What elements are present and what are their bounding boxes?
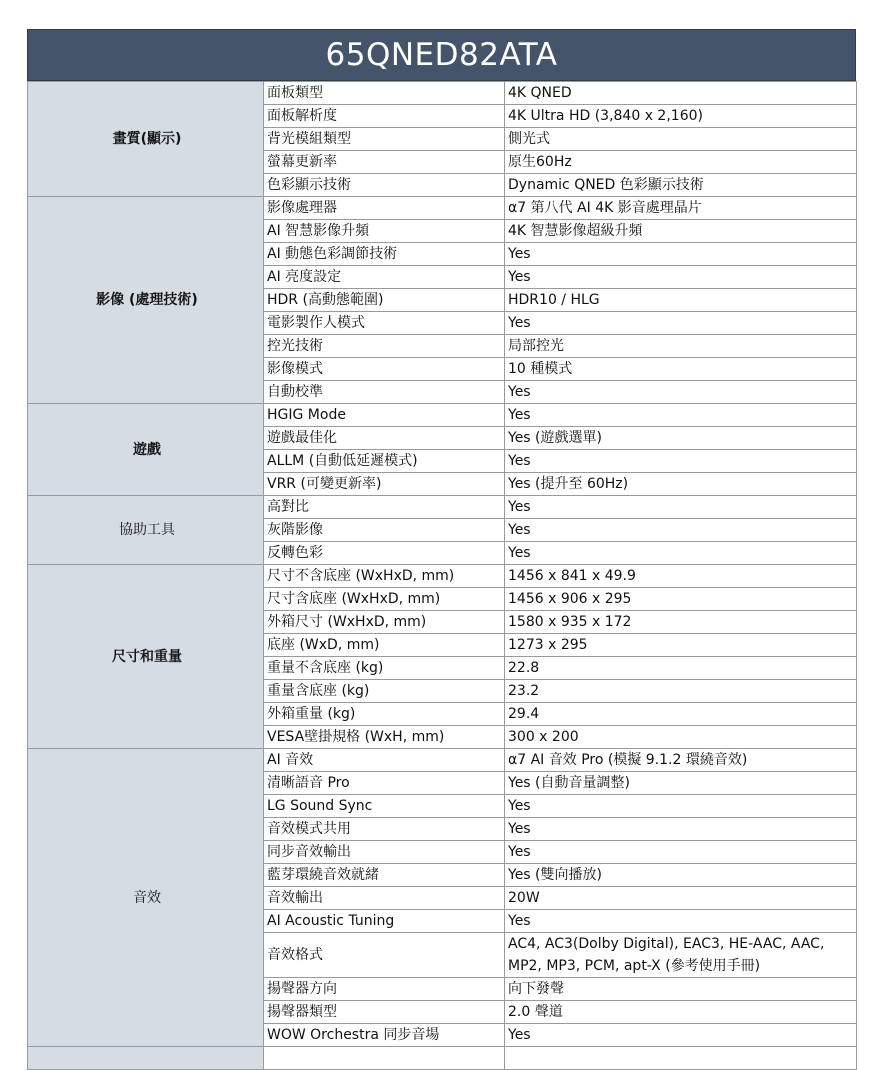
spec-label: 尺寸不含底座 (WxHxD, mm): [264, 565, 505, 588]
spec-value: Yes: [505, 542, 857, 565]
spec-label: ALLM (自動低延遲模式): [264, 450, 505, 473]
spec-row: [28, 404, 857, 427]
spec-value: 4K 智慧影像超級升頻: [505, 220, 857, 243]
category-cell: 畫質(顯示): [28, 82, 264, 197]
spec-value: 23.2: [505, 680, 857, 703]
spec-value: Yes: [505, 519, 857, 542]
spec-label: WOW Orchestra 同步音場: [264, 1024, 505, 1047]
spec-value: 原生60Hz: [505, 151, 857, 174]
spec-label: 音效模式共用: [264, 818, 505, 841]
spec-value: Dynamic QNED 色彩顯示技術: [505, 174, 857, 197]
spec-value: Yes (遊戲選單): [505, 427, 857, 450]
spec-label: 底座 (WxD, mm): [264, 634, 505, 657]
spec-label: 反轉色彩: [264, 542, 505, 565]
spec-value: 側光式: [505, 128, 857, 151]
category-cell: 影像 (處理技術): [28, 197, 264, 404]
spec-label: AI 亮度設定: [264, 266, 505, 289]
spec-label: HGIG Mode: [264, 404, 505, 427]
spec-label: 面板類型: [264, 82, 505, 105]
spec-value: 300 x 200: [505, 726, 857, 749]
spec-label: HDR (高動態範圍): [264, 289, 505, 312]
spec-row: [28, 82, 857, 105]
spec-value: Yes: [505, 404, 857, 427]
spec-label: 外箱尺寸 (WxHxD, mm): [264, 611, 505, 634]
spec-value: Yes: [505, 496, 857, 519]
spec-label: 揚聲器類型: [264, 1001, 505, 1024]
spec-label: AI Acoustic Tuning: [264, 910, 505, 933]
spec-label: 藍芽環繞音效就緒: [264, 864, 505, 887]
spec-label: 重量不含底座 (kg): [264, 657, 505, 680]
spec-row-partial: [28, 1047, 857, 1070]
spec-value: Yes: [505, 381, 857, 404]
spec-value: Yes (雙向播放): [505, 864, 857, 887]
spec-value: HDR10 / HLG: [505, 289, 857, 312]
spec-value: AC4, AC3(Dolby Digital), EAC3, HE-AAC, AAC, MP2, MP3, PCM, apt-X (參考使用手冊): [505, 933, 857, 978]
spec-value: 1456 x 906 x 295: [505, 588, 857, 611]
spec-label: 灰階影像: [264, 519, 505, 542]
spec-sheet: [27, 29, 856, 1070]
spec-value: 4K QNED: [505, 82, 857, 105]
category-cell: 尺寸和重量: [28, 565, 264, 749]
spec-label: 背光模組類型: [264, 128, 505, 151]
spec-value: 20W: [505, 887, 857, 910]
model-title: 65QNED82ATA: [325, 37, 558, 73]
spec-label: 面板解析度: [264, 105, 505, 128]
spec-value: α7 AI 音效 Pro (模擬 9.1.2 環繞音效): [505, 749, 857, 772]
spec-value: Yes: [505, 1024, 857, 1047]
spec-label: 影像處理器: [264, 197, 505, 220]
spec-label: 螢幕更新率: [264, 151, 505, 174]
spec-value: Yes: [505, 841, 857, 864]
spec-value: Yes: [505, 312, 857, 335]
spec-value: Yes (自動音量調整): [505, 772, 857, 795]
spec-label: 自動校準: [264, 381, 505, 404]
spec-label: 影像模式: [264, 358, 505, 381]
spec-value: 向下發聲: [505, 978, 857, 1001]
spec-value: 4K Ultra HD (3,840 x 2,160): [505, 105, 857, 128]
spec-value: 1580 x 935 x 172: [505, 611, 857, 634]
spec-value: Yes: [505, 450, 857, 473]
category-cell: 協助工具: [28, 496, 264, 565]
spec-label: 揚聲器方向: [264, 978, 505, 1001]
spec-value: 29.4: [505, 703, 857, 726]
spec-label: LG Sound Sync: [264, 795, 505, 818]
empty-cell: [28, 1047, 264, 1070]
spec-value: 2.0 聲道: [505, 1001, 857, 1024]
title-bar: [27, 29, 856, 81]
spec-table: [27, 81, 857, 1070]
spec-label: 外箱重量 (kg): [264, 703, 505, 726]
spec-label: 同步音效輸出: [264, 841, 505, 864]
spec-value: Yes: [505, 243, 857, 266]
spec-label: AI 智慧影像升頻: [264, 220, 505, 243]
spec-value: α7 第八代 AI 4K 影音處理晶片: [505, 197, 857, 220]
spec-label: 音效輸出: [264, 887, 505, 910]
spec-row: [28, 749, 857, 772]
spec-value: 22.8: [505, 657, 857, 680]
spec-label: VRR (可變更新率): [264, 473, 505, 496]
spec-value: Yes: [505, 266, 857, 289]
spec-row: [28, 565, 857, 588]
spec-value: 10 種模式: [505, 358, 857, 381]
spec-value: 1273 x 295: [505, 634, 857, 657]
spec-row: [28, 197, 857, 220]
spec-label: 控光技術: [264, 335, 505, 358]
spec-label: 重量含底座 (kg): [264, 680, 505, 703]
spec-label: 尺寸含底座 (WxHxD, mm): [264, 588, 505, 611]
spec-value: Yes: [505, 818, 857, 841]
spec-label: 音效格式: [264, 933, 505, 978]
spec-label: 高對比: [264, 496, 505, 519]
spec-label: VESA壁掛規格 (WxH, mm): [264, 726, 505, 749]
spec-value: Yes (提升至 60Hz): [505, 473, 857, 496]
spec-value: Yes: [505, 795, 857, 818]
empty-cell: [264, 1047, 505, 1070]
category-cell: 音效: [28, 749, 264, 1047]
spec-label: 清晰語音 Pro: [264, 772, 505, 795]
category-cell: 遊戲: [28, 404, 264, 496]
spec-value: Yes: [505, 910, 857, 933]
spec-label: 電影製作人模式: [264, 312, 505, 335]
spec-label: 遊戲最佳化: [264, 427, 505, 450]
spec-value: 局部控光: [505, 335, 857, 358]
empty-cell: [505, 1047, 857, 1070]
spec-table-body: [28, 82, 857, 1070]
spec-label: 色彩顯示技術: [264, 174, 505, 197]
spec-value: 1456 x 841 x 49.9: [505, 565, 857, 588]
spec-label: AI 音效: [264, 749, 505, 772]
spec-row: [28, 496, 857, 519]
spec-label: AI 動態色彩調節技術: [264, 243, 505, 266]
